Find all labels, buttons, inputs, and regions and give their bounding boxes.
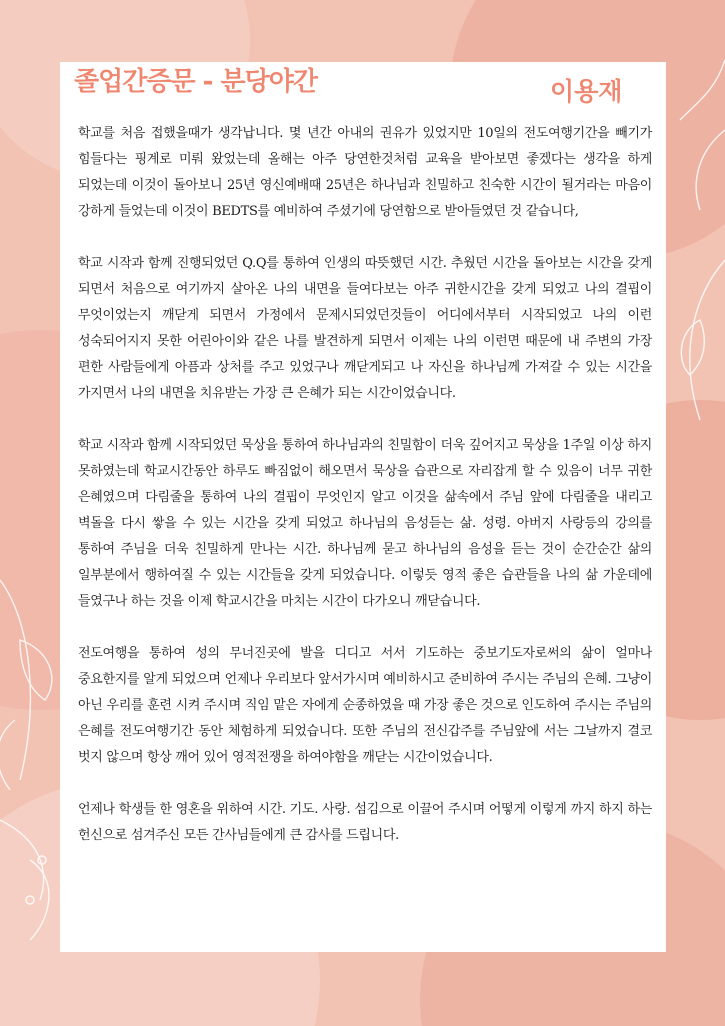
paragraph: 언제나 학생들 한 영혼을 위하여 시간. 기도. 사랑. 섬김으로 이끌어 주시며 어떻게 이렇게 까지 하지 하는 헌신으로 섬겨주신 모든 간사님들에게 큰 감사를 드립니다. — [78, 802, 652, 843]
document-title: 졸업간증문 - 분당야간 — [74, 67, 317, 97]
paragraph: 학교 시작과 함께 진행되었던 Q.Q를 통하여 인생의 따뜻했던 시간. 추웠던 시간을 돌아보는 시간을 갖게 되면서 처음으로 여기까지 살아온 나의 내면을 들여다보는 아주 귀한시간을 갖게 되었고 나의 결핍이 무엇이었는지 깨닫게 되면서 가정에서 문제시되었던것들이 어디에서부터 시작되었고 나의 이런 성숙되어지지 못한 어린아이와 같은 나를 발견하게 되면서 이제는 나의 이런면 때문에 내 주변의 가장 편한 사람들에게 아픔과 상처를 주고 있었구나 깨닫게되고 나 자신을 하나님께 가져갈 수 있는 시간을 가지면서 나의 내면을 치유받는 가장 큰 은혜가 되는 시간이었습니다. — [78, 256, 652, 401]
paragraph: 전도여행을 통하여 성의 무너진곳에 발을 디디고 서서 기도하는 중보기도자로써의 삶이 얼마나 중요한지를 알게 되었으며 언제나 우리보다 앞서가시며 예비하시고 준비하여 주시는 주님의 은혜. 그냥이 아닌 우리를 훈련 시켜 주시며 직임 맡은 자에게 순종하였을 때 가장 좋은 것으로 인도하여 주시는 주님의 은혜를 전도여행기간 동안 체험하게 되었습니다. 또한 주님의 전신갑주를 주님앞에 서는 그날까지 결코 벗지 않으며 항상 깨어 있어 영적전쟁을 하여야함을 깨닫는 시간이었습니다. — [78, 646, 652, 765]
paragraph: 학교를 처음 접했을때가 생각납니다. 몇 년간 아내의 권유가 있었지만 10일의 전도여행기간을 빼기가 힘들다는 핑계로 미뤄 왔었는데 올해는 아주 당연한것처럼 교육을 받아보면 좋겠다는 생각을 하게 되었는데 이것이 돌아보니 25년 영신예배때 25년은 하나님과 친밀하고 친숙한 시간이 될거라는 마음이 강하게 들었는데 이것이 BEDTS를 예비하여 주셨기에 당연함으로 받아들였던 것 같습니다, — [78, 126, 652, 219]
paragraph: 학교 시작과 함께 시작되었던 묵상을 통하여 하나님과의 친밀함이 더욱 깊어지고 묵상을 1주일 이상 하지 못하였는데 학교시간동안 하루도 빠짐없이 해오면서 묵상을 습관으로 자리잡게 할 수 있음이 너무 귀한 은혜였으며 다림줄을 통하여 나의 결핍이 무엇인지 알고 이것을 삶속에서 주님 앞에 다림줄을 내리고 벽돌을 다시 쌓을 수 있는 시간을 갖게 되었고 하나님의 음성듣는 삶. 성령. 아버지 사랑등의 강의를 통하여 주님을 더욱 친밀하게 만나는 시간. 하나님께 묻고 하나님의 음성을 듣는 것이 순간순간 삶의 일부분에서 행하여질 수 있는 시간들을 갖게 되었습니다. 이렇듯 영적 좋은 습관들을 나의 삶 가운데에 들였구나 하는 것을 이제 학교시간을 마치는 시간이 다가오니 깨닫습니다. — [78, 438, 652, 609]
author-name: 이용재 — [550, 77, 623, 106]
testimony-body — [78, 121, 652, 849]
